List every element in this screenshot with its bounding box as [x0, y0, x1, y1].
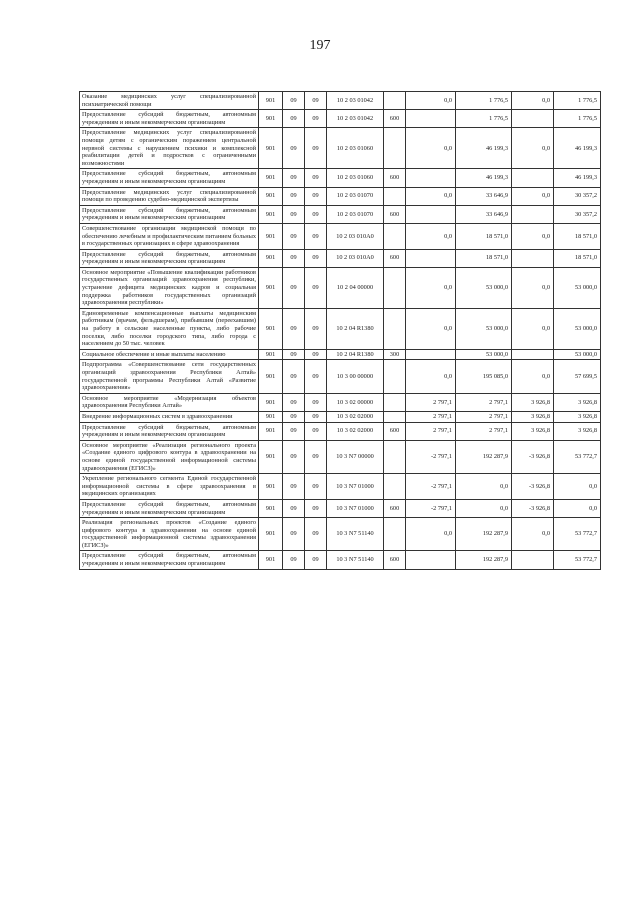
row-name-cell: Предоставление субсидий бюджетным, автономным учреждениям и иным некоммерческим организациям	[80, 551, 259, 569]
amount-total-2-cell: 3 926,8	[554, 411, 601, 422]
table-row	[80, 187, 601, 205]
target-article-cell: 10 2 03 010А0	[327, 249, 384, 267]
amount-change-2-cell: 0,0	[512, 128, 554, 169]
amount-total-2-cell: 46 199,3	[554, 169, 601, 187]
amount-total-1-cell: 192 287,9	[456, 440, 512, 473]
section-cell: 09	[283, 223, 305, 249]
amount-change-1-cell: 0,0	[406, 518, 456, 551]
row-name-cell: Предоставление медицинских услуг специализированной помощи по проведению судебно-медицинской экспертизы	[80, 187, 259, 205]
expense-type-cell: 600	[384, 422, 406, 440]
row-name-cell: Реализация региональных проектов «Создание единого цифрового контура в здравоохранении на основе единой государственной информационной системы здравоохранения (ЕГИСЗ)»	[80, 518, 259, 551]
subsection-cell: 09	[305, 169, 327, 187]
table-row	[80, 267, 601, 308]
row-name-cell: Предоставление субсидий бюджетным, автономным учреждениям и иным некоммерческим организациям	[80, 249, 259, 267]
subsection-cell: 09	[305, 205, 327, 223]
expense-type-cell	[384, 128, 406, 169]
amount-total-1-cell: 18 571,0	[456, 249, 512, 267]
table-row	[80, 128, 601, 169]
admin-code-cell: 901	[259, 551, 283, 569]
row-name-cell: Совершенствование организации медицинской помощи по обеспечению лечебным и профилактическим питанием больных в государственных организациях в сфере здравоохранения	[80, 223, 259, 249]
section-cell: 09	[283, 422, 305, 440]
amount-total-1-cell: 2 797,1	[456, 393, 512, 411]
admin-code-cell: 901	[259, 440, 283, 473]
amount-total-1-cell: 1 776,5	[456, 110, 512, 128]
amount-total-1-cell: 46 199,3	[456, 169, 512, 187]
table-row	[80, 440, 601, 473]
row-name-cell: Социальное обеспечение и иные выплаты населению	[80, 349, 259, 360]
amount-change-1-cell: 0,0	[406, 223, 456, 249]
row-name-cell: Единовременные компенсационные выплаты медицинским работникам (врачам, фельдшерам), прибывшим (переехавшим) на работу в сельские населенные пункты, либо рабочие поселки, либо поселки городского типа, либо города с населением до 50 тыс. человек	[80, 308, 259, 349]
amount-total-2-cell: 53 772,7	[554, 518, 601, 551]
amount-change-1-cell	[406, 349, 456, 360]
subsection-cell: 09	[305, 267, 327, 308]
subsection-cell: 09	[305, 349, 327, 360]
section-cell: 09	[283, 205, 305, 223]
expense-type-cell	[384, 474, 406, 500]
admin-code-cell: 901	[259, 267, 283, 308]
subsection-cell: 09	[305, 128, 327, 169]
admin-code-cell: 901	[259, 360, 283, 393]
expense-type-cell: 600	[384, 249, 406, 267]
page-number: 197	[309, 38, 331, 53]
row-name-cell: Основное мероприятие «Модернизация объектов здравоохранения Республики Алтай»	[80, 393, 259, 411]
amount-total-2-cell: 57 699,5	[554, 360, 601, 393]
admin-code-cell: 901	[259, 249, 283, 267]
subsection-cell: 09	[305, 249, 327, 267]
table-row	[80, 551, 601, 569]
amount-change-2-cell: 0,0	[512, 187, 554, 205]
section-cell: 09	[283, 308, 305, 349]
amount-change-2-cell: 3 926,8	[512, 393, 554, 411]
table-row	[80, 92, 601, 110]
section-cell: 09	[283, 518, 305, 551]
section-cell: 09	[283, 110, 305, 128]
target-article-cell: 10 3 N7 51140	[327, 551, 384, 569]
amount-total-2-cell: 53 000,0	[554, 349, 601, 360]
amount-change-1-cell	[406, 205, 456, 223]
table-row	[80, 393, 601, 411]
subsection-cell: 09	[305, 440, 327, 473]
section-cell: 09	[283, 169, 305, 187]
amount-total-2-cell: 18 571,0	[554, 249, 601, 267]
target-article-cell: 10 3 N7 01000	[327, 474, 384, 500]
table-row	[80, 223, 601, 249]
amount-change-2-cell: 0,0	[512, 92, 554, 110]
row-name-cell: Основное мероприятие «Реализация регионального проекта «Создание единого цифрового контура в здравоохранении на основе единой государственной информационной системы здравоохранения (ЕГИСЗ)»	[80, 440, 259, 473]
subsection-cell: 09	[305, 223, 327, 249]
amount-change-1-cell: 2 797,1	[406, 393, 456, 411]
amount-change-1-cell: 2 797,1	[406, 422, 456, 440]
subsection-cell: 09	[305, 360, 327, 393]
target-article-cell: 10 3 N7 01000	[327, 499, 384, 517]
admin-code-cell: 901	[259, 110, 283, 128]
amount-change-2-cell: -3 926,8	[512, 499, 554, 517]
target-article-cell: 10 2 04 R1380	[327, 349, 384, 360]
amount-change-2-cell: 0,0	[512, 360, 554, 393]
row-name-cell: Оказание медицинских услуг специализированной психиатрической помощи	[80, 92, 259, 110]
amount-change-1-cell	[406, 551, 456, 569]
amount-change-2-cell	[512, 551, 554, 569]
admin-code-cell: 901	[259, 92, 283, 110]
amount-change-1-cell: 0,0	[406, 92, 456, 110]
amount-change-1-cell: -2 797,1	[406, 440, 456, 473]
amount-total-1-cell: 46 199,3	[456, 128, 512, 169]
expense-type-cell: 600	[384, 551, 406, 569]
target-article-cell: 10 2 04 R1380	[327, 308, 384, 349]
target-article-cell: 10 3 02 02000	[327, 422, 384, 440]
amount-total-1-cell: 1 776,5	[456, 92, 512, 110]
amount-change-1-cell: -2 797,1	[406, 474, 456, 500]
amount-change-2-cell	[512, 110, 554, 128]
admin-code-cell: 901	[259, 308, 283, 349]
target-article-cell: 10 3 N7 51140	[327, 518, 384, 551]
target-article-cell: 10 2 04 00000	[327, 267, 384, 308]
amount-total-2-cell: 0,0	[554, 499, 601, 517]
amount-total-1-cell: 53 000,0	[456, 267, 512, 308]
target-article-cell: 10 2 03 010А0	[327, 223, 384, 249]
expense-type-cell	[384, 360, 406, 393]
row-name-cell: Предоставление медицинских услуг специализированной помощи детям с органическим поражением центральной нервной системы с нарушением психики и комплексной реабилитации детей и подростков с ограниченными возможностями	[80, 128, 259, 169]
subsection-cell: 09	[305, 92, 327, 110]
amount-total-2-cell: 53 772,7	[554, 551, 601, 569]
section-cell: 09	[283, 349, 305, 360]
subsection-cell: 09	[305, 187, 327, 205]
amount-total-2-cell: 46 199,3	[554, 128, 601, 169]
subsection-cell: 09	[305, 518, 327, 551]
expense-type-cell	[384, 518, 406, 551]
section-cell: 09	[283, 249, 305, 267]
row-name-cell: Предоставление субсидий бюджетным, автономным учреждениям и иным некоммерческим организациям	[80, 205, 259, 223]
amount-change-1-cell	[406, 110, 456, 128]
amount-change-2-cell: -3 926,8	[512, 440, 554, 473]
amount-change-1-cell: 2 797,1	[406, 411, 456, 422]
expense-type-cell: 600	[384, 169, 406, 187]
subsection-cell: 09	[305, 308, 327, 349]
amount-change-2-cell	[512, 349, 554, 360]
expense-type-cell	[384, 411, 406, 422]
target-article-cell: 10 3 N7 00000	[327, 440, 384, 473]
expense-type-cell: 600	[384, 499, 406, 517]
subsection-cell: 09	[305, 499, 327, 517]
subsection-cell: 09	[305, 422, 327, 440]
amount-change-2-cell	[512, 169, 554, 187]
table-row	[80, 422, 601, 440]
table-row	[80, 205, 601, 223]
subsection-cell: 09	[305, 411, 327, 422]
table-row	[80, 499, 601, 517]
target-article-cell: 10 2 03 01070	[327, 187, 384, 205]
section-cell: 09	[283, 474, 305, 500]
amount-change-2-cell: -3 926,8	[512, 474, 554, 500]
amount-change-1-cell: 0,0	[406, 308, 456, 349]
amount-total-1-cell: 192 287,9	[456, 518, 512, 551]
row-name-cell: Внедрение информационных систем в здравоохранении	[80, 411, 259, 422]
amount-total-2-cell: 1 776,5	[554, 92, 601, 110]
amount-total-2-cell: 18 571,0	[554, 223, 601, 249]
table-row	[80, 169, 601, 187]
admin-code-cell: 901	[259, 474, 283, 500]
amount-total-2-cell: 0,0	[554, 474, 601, 500]
table-row	[80, 360, 601, 393]
budget-table	[79, 91, 601, 570]
row-name-cell: Укрепление регионального сегмента Единой государственной информационной системы в сфере здравоохранения в медицинских организациях	[80, 474, 259, 500]
expense-type-cell	[384, 393, 406, 411]
admin-code-cell: 901	[259, 205, 283, 223]
row-name-cell: Предоставление субсидий бюджетным, автономным учреждениям и иным некоммерческим организациям	[80, 169, 259, 187]
amount-change-1-cell: 0,0	[406, 360, 456, 393]
section-cell: 09	[283, 360, 305, 393]
amount-total-1-cell: 2 797,1	[456, 422, 512, 440]
amount-total-1-cell: 33 646,9	[456, 205, 512, 223]
amount-change-2-cell	[512, 205, 554, 223]
section-cell: 09	[283, 128, 305, 169]
target-article-cell: 10 2 03 01060	[327, 169, 384, 187]
amount-total-1-cell: 195 085,0	[456, 360, 512, 393]
amount-total-2-cell: 53 772,7	[554, 440, 601, 473]
row-name-cell: Предоставление субсидий бюджетным, автономным учреждениям и иным некоммерческим организациям	[80, 110, 259, 128]
amount-change-1-cell	[406, 169, 456, 187]
section-cell: 09	[283, 267, 305, 308]
section-cell: 09	[283, 187, 305, 205]
subsection-cell: 09	[305, 474, 327, 500]
amount-change-2-cell: 3 926,8	[512, 422, 554, 440]
subsection-cell: 09	[305, 110, 327, 128]
amount-change-1-cell: 0,0	[406, 187, 456, 205]
amount-total-1-cell: 0,0	[456, 474, 512, 500]
expense-type-cell	[384, 308, 406, 349]
admin-code-cell: 901	[259, 349, 283, 360]
target-article-cell: 10 3 02 00000	[327, 393, 384, 411]
section-cell: 09	[283, 92, 305, 110]
table-body	[80, 92, 601, 570]
amount-total-2-cell: 30 357,2	[554, 187, 601, 205]
amount-change-1-cell	[406, 249, 456, 267]
table-row	[80, 474, 601, 500]
admin-code-cell: 901	[259, 518, 283, 551]
expense-type-cell	[384, 440, 406, 473]
amount-total-1-cell: 0,0	[456, 499, 512, 517]
amount-total-1-cell: 33 646,9	[456, 187, 512, 205]
amount-change-1-cell: 0,0	[406, 267, 456, 308]
admin-code-cell: 901	[259, 499, 283, 517]
amount-total-1-cell: 192 287,9	[456, 551, 512, 569]
admin-code-cell: 901	[259, 393, 283, 411]
table-row	[80, 518, 601, 551]
admin-code-cell: 901	[259, 128, 283, 169]
amount-total-1-cell: 53 000,0	[456, 308, 512, 349]
amount-total-2-cell: 1 776,5	[554, 110, 601, 128]
amount-change-2-cell	[512, 249, 554, 267]
expense-type-cell	[384, 267, 406, 308]
section-cell: 09	[283, 393, 305, 411]
expense-type-cell	[384, 223, 406, 249]
subsection-cell: 09	[305, 551, 327, 569]
table-row	[80, 308, 601, 349]
expense-type-cell	[384, 187, 406, 205]
section-cell: 09	[283, 551, 305, 569]
amount-change-2-cell: 3 926,8	[512, 411, 554, 422]
amount-total-2-cell: 53 000,0	[554, 267, 601, 308]
row-name-cell: Предоставление субсидий бюджетным, автономным учреждениям и иным некоммерческим организациям	[80, 499, 259, 517]
target-article-cell: 10 2 03 01060	[327, 128, 384, 169]
expense-type-cell: 600	[384, 205, 406, 223]
admin-code-cell: 901	[259, 223, 283, 249]
section-cell: 09	[283, 411, 305, 422]
admin-code-cell: 901	[259, 169, 283, 187]
amount-change-1-cell: 0,0	[406, 128, 456, 169]
admin-code-cell: 901	[259, 422, 283, 440]
row-name-cell: Предоставление субсидий бюджетным, автономным учреждениям и иным некоммерческим организациям	[80, 422, 259, 440]
row-name-cell: Подпрограмма «Совершенствование сети государственных организаций здравоохранения Республики Алтай» государственной программы Республики Алтай «Развитие здравоохранения»	[80, 360, 259, 393]
amount-change-2-cell: 0,0	[512, 308, 554, 349]
amount-total-1-cell: 2 797,1	[456, 411, 512, 422]
table-row	[80, 110, 601, 128]
target-article-cell: 10 3 02 02000	[327, 411, 384, 422]
section-cell: 09	[283, 440, 305, 473]
amount-change-1-cell: -2 797,1	[406, 499, 456, 517]
target-article-cell: 10 2 03 01042	[327, 110, 384, 128]
amount-total-2-cell: 30 357,2	[554, 205, 601, 223]
expense-type-cell	[384, 92, 406, 110]
amount-total-1-cell: 53 000,0	[456, 349, 512, 360]
subsection-cell: 09	[305, 393, 327, 411]
amount-total-2-cell: 53 000,0	[554, 308, 601, 349]
section-cell: 09	[283, 499, 305, 517]
amount-change-2-cell: 0,0	[512, 223, 554, 249]
target-article-cell: 10 2 03 01042	[327, 92, 384, 110]
amount-total-2-cell: 3 926,8	[554, 393, 601, 411]
expense-type-cell: 600	[384, 110, 406, 128]
table-row	[80, 411, 601, 422]
admin-code-cell: 901	[259, 411, 283, 422]
table-row	[80, 349, 601, 360]
amount-total-2-cell: 3 926,8	[554, 422, 601, 440]
admin-code-cell: 901	[259, 187, 283, 205]
expense-type-cell: 300	[384, 349, 406, 360]
amount-change-2-cell: 0,0	[512, 267, 554, 308]
target-article-cell: 10 3 00 00000	[327, 360, 384, 393]
row-name-cell: Основное мероприятие «Повышение квалификации работников государственных организаций здравоохранения республики, устранение дефицита медицинских кадров и социальная поддержка работников государственных организаций здравоохранения республики»	[80, 267, 259, 308]
amount-change-2-cell: 0,0	[512, 518, 554, 551]
amount-total-1-cell: 18 571,0	[456, 223, 512, 249]
target-article-cell: 10 2 03 01070	[327, 205, 384, 223]
table-row	[80, 249, 601, 267]
